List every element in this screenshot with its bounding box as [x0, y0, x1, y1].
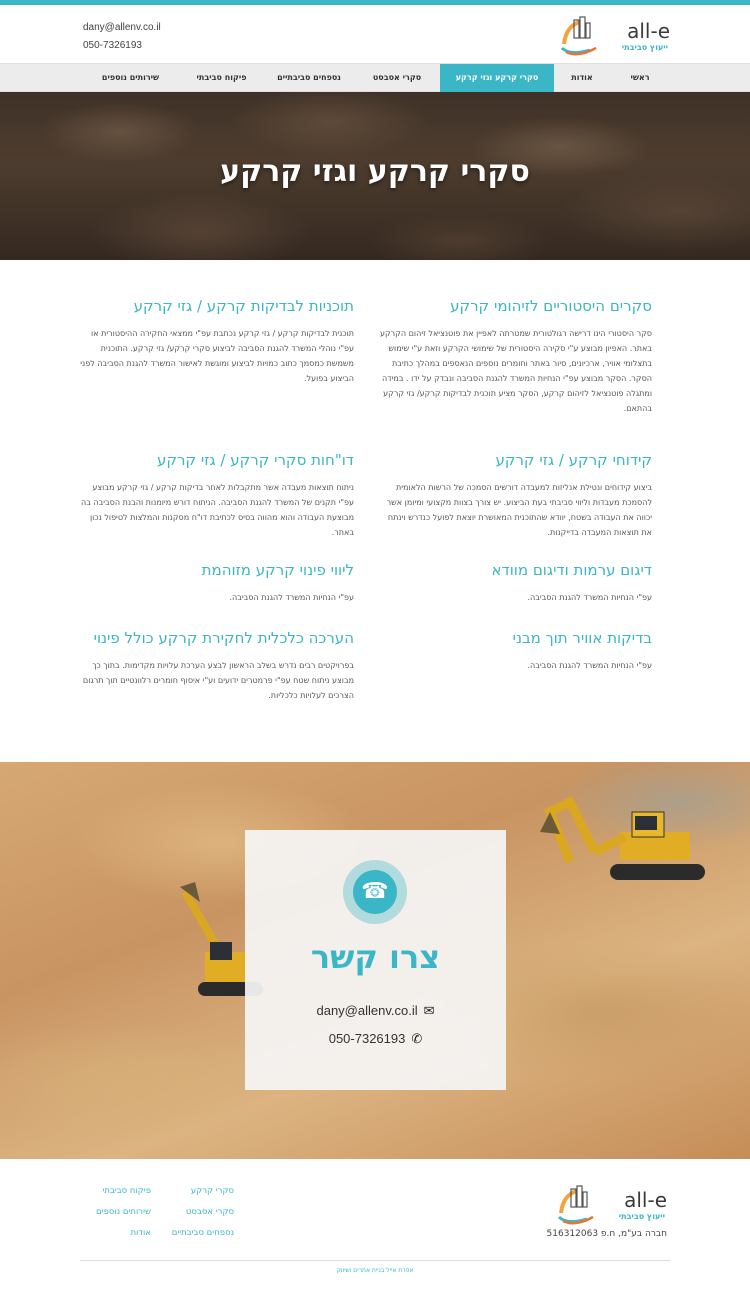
service-description: בפרויקטים רבים נדרש בשלב הראשון לבצע הערכת עלויות מקדימות. בתוך כך מבוצע ניתוח שטח עפ"י פרמטרים ידועים וע"י איסוף חומרים רלוונטיים תוך תרגום הצרכים לעלויות כלכליות.	[82, 661, 354, 700]
contact-card	[245, 830, 506, 1090]
service-title: קידוחי קרקע / גזי קרקע	[495, 451, 652, 469]
nav-item-about[interactable]: אודות	[571, 73, 593, 82]
nav-item-asbestos-surveys[interactable]: סקרי אסבסט	[372, 73, 422, 82]
service-block-contaminated-soil-removal	[80, 560, 354, 605]
service-title: סקרים היסטוריים לזיהומי קרקע	[450, 297, 652, 315]
service-block-testing-plans	[80, 296, 354, 386]
header-email-link[interactable]: dany@allenv.co.il	[83, 22, 161, 33]
footer-link-about[interactable]: אודות	[130, 1228, 151, 1238]
nav-item-environmental-appendices[interactable]: נספחים סביבתיים	[277, 73, 341, 82]
service-description: תוכנית לבדיקות קרקע / גזי קרקע נכתבת עפ"י ממצאי החקירה ההיסטורית או עפ"י נוהלי המשרד להגנת הסביבה לביצוע סקרי קרקע/ גזי קרקע. התוכנית משמשת כמסמך כתוב כמויות לביצוע ומוגשת לאישור המשרד להגנת הסביבה לפני הביצוע בפועל.	[80, 329, 354, 383]
service-block-economic-assessment	[80, 628, 354, 703]
service-block-pile-sampling	[378, 560, 652, 605]
service-title: דו"חות סקרי קרקע / גזי קרקע	[156, 451, 354, 469]
service-description: עפ"י הנחיות המשרד להגנת הסביבה.	[229, 593, 354, 602]
service-description: ניתוח תוצאות מעבדה אשר מתקבלות לאחר בדיקות קרקע / גזי קרקע מבוצע עפ"י תקנים של המשרד להגנת הסביבה. הניתוח דורש מיומנות והבנת הסביבה בה מבוצעת העבודה והוא מהווה בסיס לכתיבת דו"ח מסקנות והמלצות לטיפול נכון באתר.	[81, 483, 354, 537]
service-title: הערכה כלכלית לחקירת קרקע כולל פינוי	[93, 629, 354, 647]
footer-link-environmental-appendices[interactable]: נספחים סביבתיים	[171, 1228, 234, 1238]
service-block-survey-reports	[80, 450, 354, 540]
logo-tagline: ייעוץ סביבתי	[618, 1212, 665, 1221]
nav-list	[82, 64, 670, 93]
footer-link-asbestos-surveys[interactable]: סקרי אסבסט	[185, 1207, 234, 1217]
nav-item-home[interactable]: ראשי	[630, 73, 650, 82]
service-block-historical-surveys	[378, 296, 652, 416]
hero-banner	[0, 92, 750, 260]
service-title: ליווי פינוי קרקע מזוהמת	[201, 561, 354, 579]
logo-mark-icon	[560, 14, 600, 56]
nav-item-additional-services[interactable]: שירותים נוספים	[101, 73, 160, 82]
nav-item-environmental-supervision[interactable]: פיקוח סביבתי	[196, 73, 247, 82]
contact-phone-badge	[343, 860, 407, 924]
footer-divider	[80, 1260, 670, 1261]
contact-title: צרו קשר	[310, 938, 441, 976]
site-credit-link[interactable]: אפרת אייל בניית אתרים ושיווק	[336, 1267, 414, 1274]
footer-logo[interactable]	[557, 1183, 667, 1225]
footer-links-column	[172, 1181, 234, 1244]
logo-wordmark: all-e	[624, 1188, 667, 1212]
contact-email[interactable]: dany@allenv.co.il	[316, 1003, 418, 1018]
service-title: דיגום ערמות ודיגום מוודא	[491, 561, 652, 579]
service-block-drilling	[378, 450, 652, 540]
service-title: תוכניות לבדיקות קרקע / גזי קרקע	[133, 297, 354, 315]
footer-link-environmental-supervision[interactable]: פיקוח סביבתי	[102, 1186, 151, 1196]
contact-phone-row[interactable]	[245, 1031, 506, 1047]
company-registration: חברה בע"מ, ח.פ 516312063	[546, 1229, 667, 1239]
service-title: בדיקות אוויר תוך מבני	[512, 629, 652, 647]
footer-link-soil-surveys[interactable]: סקרי קרקע	[190, 1186, 234, 1196]
phone-icon: ☎	[353, 870, 397, 914]
contact-section	[0, 762, 750, 1159]
site-header	[0, 5, 750, 63]
contact-phone[interactable]: 050-7326193	[328, 1031, 406, 1046]
services-content	[0, 260, 750, 762]
nav-item-soil-surveys[interactable]: סקרי קרקע וגזי קרקע	[440, 64, 554, 93]
service-block-indoor-air	[378, 628, 652, 673]
page-title: סקרי קרקע וגזי קרקע	[220, 154, 530, 189]
service-description: עפ"י הנחיות המשרד להגנת הסביבה.	[527, 593, 652, 602]
envelope-icon: ✉	[423, 1003, 435, 1018]
phone-icon: ✆	[411, 1031, 423, 1046]
contact-email-row[interactable]	[245, 1003, 506, 1019]
footer-links-column	[96, 1181, 151, 1244]
main-navigation	[0, 63, 750, 92]
service-description: סקר היסטורי הינו דרישה רגולטורית שמטרתה לאפיין את פוטנציאל זיהום הקרקע באתר. האפיון מבוצע ע"י סקירה היסטורית של שימושי הקרקע וזאת ע"י שימוש בתצלומי אוויר, ארכיונים, סיור באתר וחומרים נוספים הנאספים במהלך כתיבת הסקר. הסקר מבוצע עפ"י הנחיות המשרד להגנת הסביבה ונבדק על ידו . במידה ומתגלה פוטנציאל לזיהום קרקע, הסקר מציע תוכנית לבדיקות קרקע/ גזי קרקע בהתאם.	[379, 329, 652, 413]
site-logo[interactable]	[560, 14, 670, 56]
logo-tagline: ייעוץ סביבתי	[621, 43, 668, 52]
service-description: ביצוע קידוחים ונטילת אנליזות למעבדה דורשים הסמכה של הרשות הלאומית להסמכת מעבדות וליווי סביבתי בעת הביצוע. יש צורך בצוות מקצועי ומיומן אשר יכווה את העבודה בשטח, יוודא שהתוכנית המאושרת יוצאת לפועל כנדרש וינתח את תוצאות המעבדה בדייקנות.	[386, 483, 652, 537]
logo-mark-icon	[557, 1183, 597, 1225]
header-phone-link[interactable]: 050-7326193	[83, 40, 142, 51]
header-contact	[83, 19, 161, 55]
service-description: עפ"י הנחיות המשרד להגנת הסביבה.	[527, 661, 652, 670]
footer-link-additional-services[interactable]: שירותים נוספים	[96, 1207, 151, 1217]
logo-wordmark: all-e	[627, 19, 670, 43]
excavator-image	[540, 772, 720, 892]
site-footer	[0, 1159, 750, 1290]
